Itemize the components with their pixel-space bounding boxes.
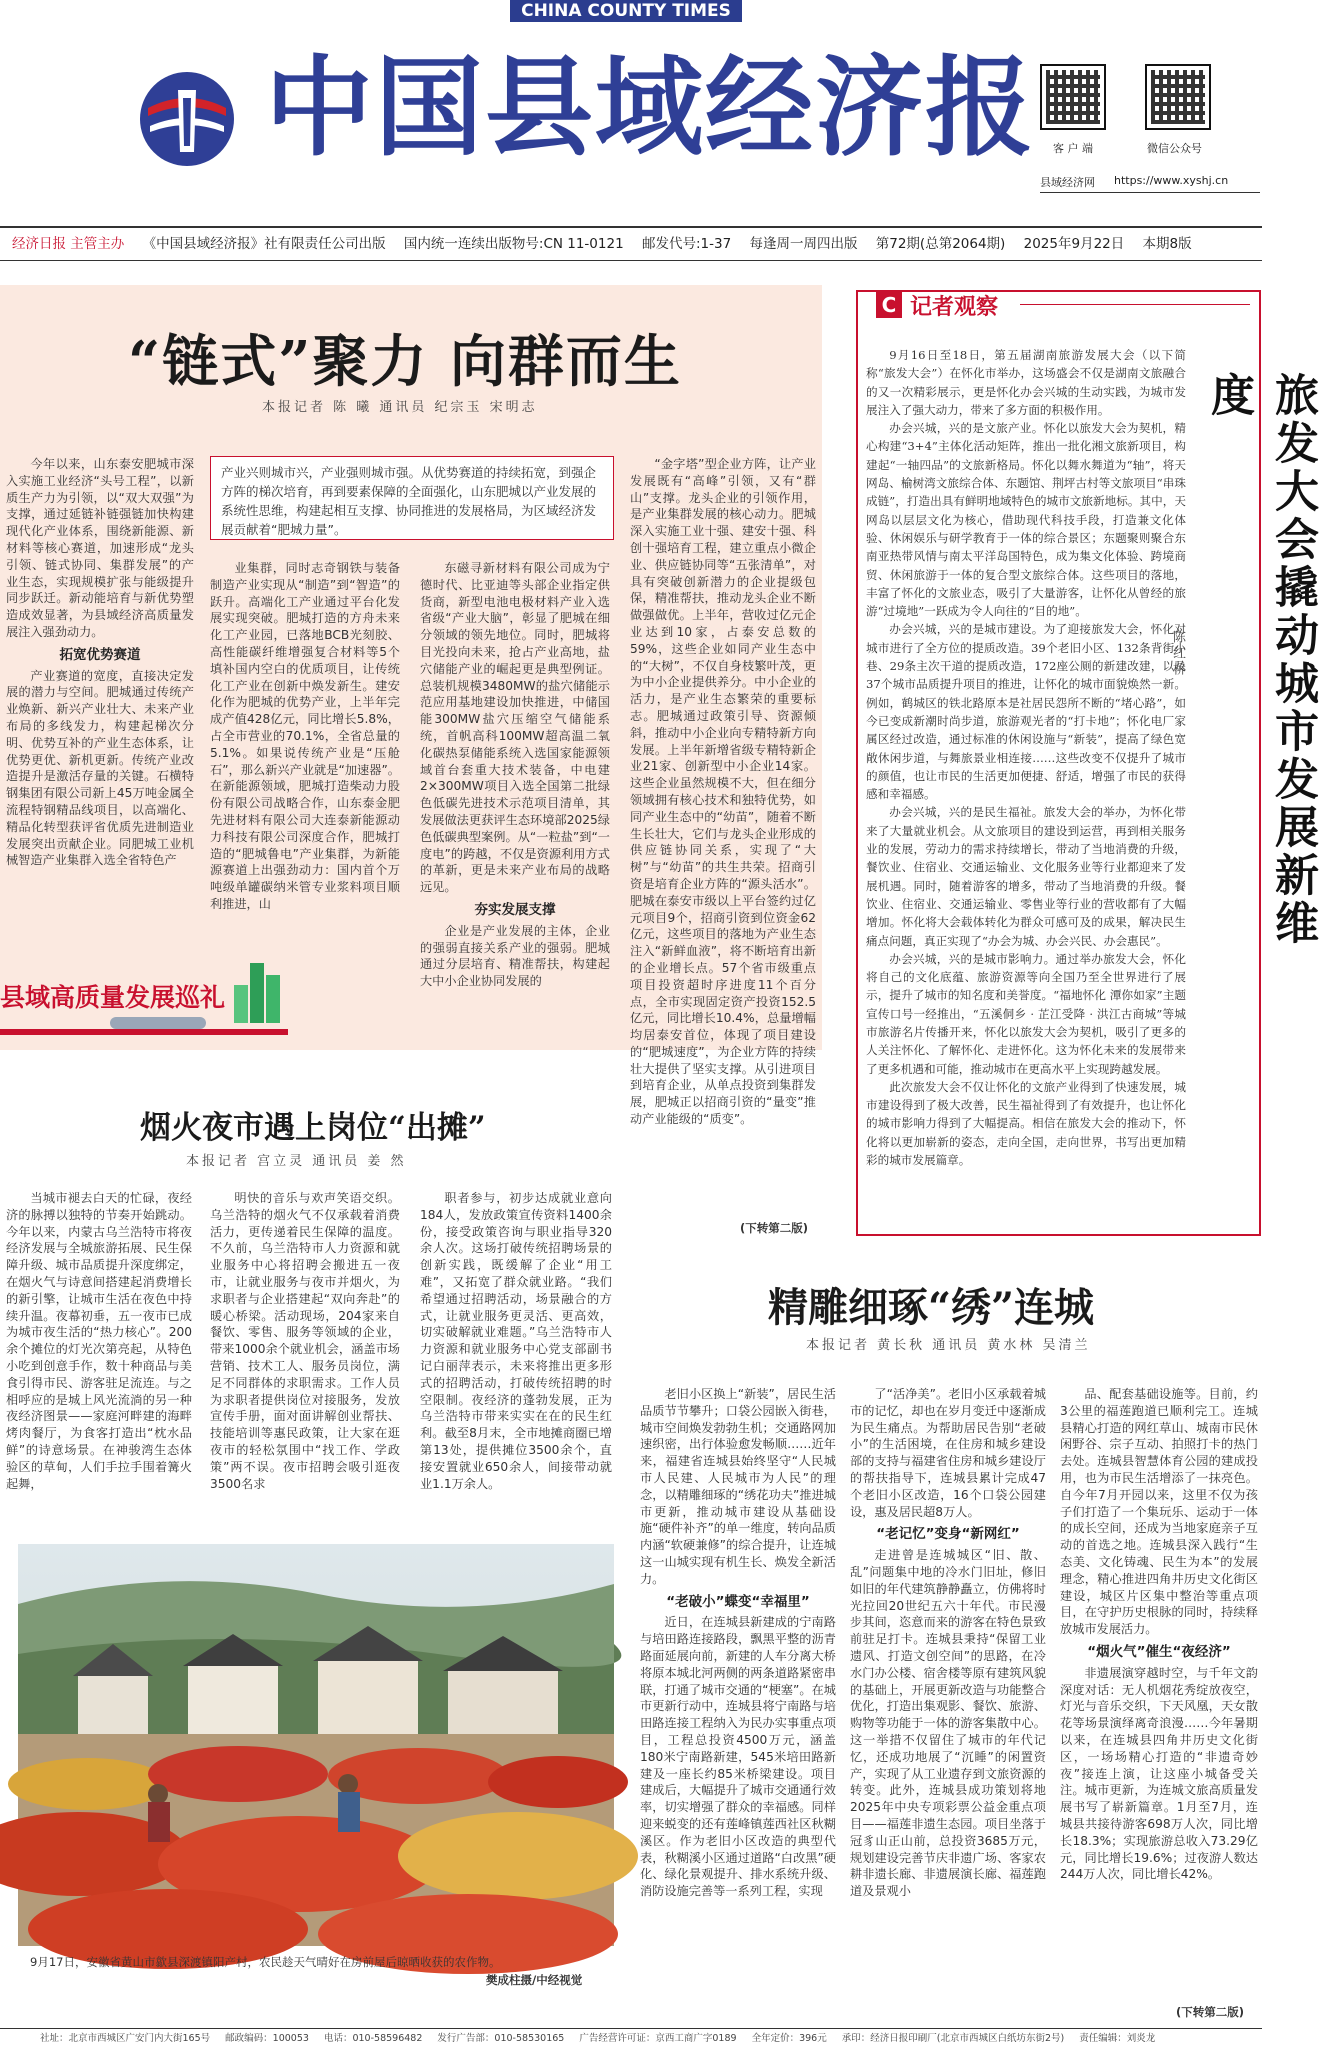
footer-distribution: 发行广告部：010-58530165 <box>437 2033 565 2044</box>
liancheng-column-3 <box>1060 1386 1258 1998</box>
night-market-title[interactable]: 烟火夜市遇上岗位“出摊” <box>140 1110 486 1146</box>
liancheng-column-3-subheading: “烟火气”催生“夜经济” <box>1087 1643 1231 1660</box>
photo-credit: 樊成柱摄/中经视觉 <box>486 1973 583 1987</box>
liancheng-column-2-text-bottom: 走进曾是连城城区“旧、散、乱”问题集中地的冷水门旧址，修旧如旧的年代建筑静静矗立，仿佛将时光拉回20世纪五六十年代。市民漫步其间，恣意而来的游客在特色景致前驻足打卡。连城县秉持“保留工业遗风、打造文创空间”的思路，在冷水门办公楼、宿舍楼等原有建筑风貌的基础上，开展更新改造与功能整合优化，打造出集观影、餐饮、旅游、购物等功能于一体的游客集散中心。这一举措不仅留住了城市的年代记忆，还成功地展了“沉睡”的闲置资产，实现了从工业遗存到文旅资源的转变。此外，连城县成功策划将地2025年中央专项彩票公益金重点项目——福莲非遗生态园。项目坐落于冠豸山正山前，总投资3685万元，规划建设完善节庆非遗广场、客家农耕非遗长廊、非遗展演长廊、福莲跑道及景观小 <box>850 1548 1046 1899</box>
client-qr-icon <box>1040 64 1106 130</box>
publisher-footer <box>0 2028 1262 2049</box>
cn-number: 国内统一连续出版物号:CN 11-0121 <box>403 236 624 252</box>
observation-paragraph: 办会兴城，兴的是文旅产业。怀化以旅发大会为契机，精心构建“3+4”主体化活动矩阵，推出一批化湘文旅新项目，构建起“一轴四品”的文旅新格局。怀化以舞水舞道为“轴”，将天网岛、榆树湾文旅综合体、东题馆、荆坪古村等文旅项目“串珠成链”，打造出具有鲜明地域特色的城市文旅新地标。其中，天网岛以层层文化为核心，借助现代科技手段，打造兼文化体验、休闲娱乐与研学教育于一体的综合景区；东题聚则聚合东南亚热带风情与南太平洋岛国特色，成为集文化体验、跨境商贸、休闲旅游于一体的复合型文旅综合体。这些项目的落地，丰富了怀化的文旅业态，吸引了大量游客，让怀化从曾经的旅游“过境地”一跃成为令人向往的“目的地”。 <box>866 421 1186 619</box>
night-market-column-2 <box>210 1190 400 1532</box>
qr-wechat-label: 微信公众号 <box>1147 142 1202 155</box>
column-1-subheading: 拓宽优势赛道 <box>59 646 141 663</box>
liancheng-jump[interactable]: (下转第二版) <box>1176 2005 1245 2019</box>
newspaper-logo <box>138 70 236 168</box>
footer-ad-license: 广告经营许可证：京西工商广字0189 <box>579 2033 737 2044</box>
observation-paragraph: 办会兴城，兴的是民生福祉。旅发大会的举办，为怀化带来了大量就业机会。从文旅项目的建设到运营，再到相关服务业的发展，劳动力的需求持续增长，带动了当地消费的升级，餐饮业、住宿业、交通运输业、文化服务业等行业都迎来了发展机遇。同时，随着游客的增多，带动了当地消费的升级。餐饮业、住宿业、交通运输业、零售业等行业的营收都有了大幅增加。怀化将大会载体转化为群众可感可及的成果，解决民生痛点问题，真正实现了“办会为城、办会兴民、办会惠民”。 <box>866 805 1186 948</box>
observation-title[interactable]: 旅发大会撬动城市发展新维度 <box>1203 372 1318 948</box>
column-3-text-bottom: 企业是产业发展的主体，企业的强弱直接关系产业的强弱。肥城通过分层培育、精准帮扶，构建起大中小企业协同发展的 <box>420 923 610 989</box>
lead-story-column-4 <box>630 456 816 1230</box>
lead-story-jump[interactable]: (下转第二版) <box>740 1221 809 1235</box>
liancheng-column-1-text-bottom: 近日，在连城县新建成的宁南路与培田路连接路段，飘黑平整的沥青路面延展向前，新建的人车分离大桥将原本城北河两侧的两条道路紧密串联，打通了城市交通的“梗塞”。在城市更新行动中，连城县将宁南路与培田路连接工程纳入为民办实事重点项目，工程总投资4500万元，涵盖180米宁南路新建，545米培田路新建及一座长约85米桥梁建设。项目建成后，大幅提升了城市交通通行效率，切实增强了群众的幸福感。同样迎来蜕变的还有莲峰镇莲西社区秋糊溪区。作为老旧小区改造的典型代表，秋糊溪小区通过道路“白改黑”硬化、绿化景观提升、排水系统升级、消防设施完善等一系列工程，实现 <box>640 1615 836 1899</box>
liancheng-column-3-text-bottom: 非遗展演穿越时空，与千年文韵深度对话：无人机烟花秀绽放夜空，灯光与音乐交织，下天风凰，天女散花等场景演绎离奇浪漫……今年暑期以来，在连城县四角井历史文化街区，一场场精心打造的“非遗奇妙夜”接连上演，让这座小城备受关注。城市更新，为连城文旅高质量发展书写了崭新篇章。1月至7月，连城县共接待游客698万人次，同比增长18.3%；实现旅游总收入73.29亿元，同比增长19.6%；过夜游人数达244万人次，同比增长42%。 <box>1060 1665 1258 1882</box>
sponsor: 经济日报 主管主办 <box>12 236 125 252</box>
site-url[interactable]: https://www.xyshj.cn <box>1114 174 1229 187</box>
lead-story-summary: 产业兴则城市兴，产业强则城市强。从优势赛道的持续拓宽，到强企方阵的梯次培育，再到要素保障的全面强化，山东肥城以产业发展的系统性思维，构建起相互支撑、协同推进的发展格局，为区域经济发展贡献着“肥城力量”。 <box>210 456 614 540</box>
site-divider <box>1040 192 1260 193</box>
liancheng-column-1-subheading: “老破小”蝶变“幸福里” <box>666 1593 810 1610</box>
publisher: 《中国县域经济报》社有限责任公司出版 <box>142 236 386 252</box>
observation-body <box>866 346 1186 1220</box>
column-3-subheading: 夯实发展支撑 <box>474 901 556 918</box>
liancheng-column-1 <box>640 1386 836 2020</box>
postcode: 邮发代号:1-37 <box>641 236 732 252</box>
issue-info-bar <box>0 226 1262 261</box>
observation-heading-rule <box>1020 304 1250 305</box>
lead-story-title[interactable]: “链式”聚力 向群而生 <box>128 329 682 395</box>
observation-c-icon: C <box>876 292 902 318</box>
night-market-byline: 本报记者 宫立灵 通讯员 姜 然 <box>186 1154 407 1169</box>
lead-story-column-3 <box>420 560 610 1044</box>
liancheng-byline: 本报记者 黄长秋 通讯员 黄水林 吴清兰 <box>806 1338 1091 1353</box>
crop-drying-photo[interactable] <box>18 1544 614 1946</box>
footer-printer: 承印：经济日报印刷厂(北京市西城区白纸坊东街2号) <box>841 2033 1065 2044</box>
wechat-qr-icon <box>1145 64 1211 130</box>
page-count: 本期8版 <box>1142 236 1192 252</box>
observation-paragraph: 办会兴城，兴的是城市影响力。通过举办旅发大会，怀化将自己的文化底蕴、旅游资源等向全国乃至全世界进行了展示，提升了城市的知名度和美誉度。“福地怀化 潭你如家”主题宣传口号一经推出，“五溪侗乡 · 芷江受降 · 洪江古商城”等城市旅游名片传播开来，怀化以旅发大会为契机，吸引了更多的人关注怀化、了解怀化、走进怀化。这为怀化未来的发展带来了更多机遇和可能，推动城市在更高水平上实现跨越发展。 <box>866 951 1186 1076</box>
observation-paragraph: 此次旅发大会不仅让怀化的文旅产业得到了快速发展，城市建设得到了极大改善，民生福祉得到了有效提升，也让怀化的城市影响力得到了大幅提高。相信在旅发大会的推动下，怀化将以更加崭新的姿态，走向全国，走向世界，书写出更加精彩的城市发展篇章。 <box>866 1079 1186 1168</box>
column-2-text: 业集群，同时志奇钢铁与装备制造产业实现从“制造”到“智造”的跃升。高端化工产业通过平台化发展实现突破。肥城打造的方舟未来化工产业园，已落地BCB光刻胶、高性能碳纤维增强复合材料等5个填补国内空白的优质项目，让传统化工产业在创新中焕发新生。建安化作为肥城的优势产业，上半年完成产值428亿元，同比增长5.8%，占全市营业的70.1%，全省总量的5.1%。如果说传统产业是“压舱石”，那么新兴产业就是“加速器”。在新能源领域，肥城打造柴动力股份有限公司战略合作，山东泰金肥先进材料有限公司大连泰新能源动力科技有限公司深度合作，肥城打造的“肥城鲁电”产业集群，为新能源赛道上出强劲动力：国内首个万吨级单罐碳纳米管专业浆料项目顺利推进，山 <box>210 561 400 911</box>
issue-date: 2025年9月22日 <box>1023 236 1125 252</box>
column-3-text-top: 东磁寻新材料有限公司成为宁德时代、比亚迪等头部企业指定供货商，新型电池电极材料产业入选省级“产业大脑”，彰显了肥城在细分领域的领先地位。同时，肥城将目光投向未来，抢占产业高地，盐穴储能产业的崛起更是典型例证。总装机规模3480MW的盐穴储能示范应用基地建设加快推进，中储国能300MW盐穴压缩空气储能系统，首帆高科100MW超高温二氧化碳热泵储能系统入选国家能源领域首台套重大技术装备，中电建2×300MW项目入选全国第二批绿色低碳先进技术示范项目清单，其发展做法更获评生态环境部2025绿色低碳典型案例。从“一粒盐”到“一度电”的跨越，不仅是资源利用方式的革新，更是未来产业布局的战略远见。 <box>420 561 610 895</box>
liancheng-column-2 <box>850 1386 1046 2020</box>
night-market-column-1-text: 当城市褪去白天的忙碌，夜经济的脉搏以独特的节奏开始跳动。今年以来，内蒙古乌兰浩特市将夜经济发展与全城旅游拓展、民生保障升级、城市品质提升深度绑定，在烟火气与诗意间搭建起消费增长的新引擎，让城市生活在夜色中持续升温。夜幕初垂，五一夜市已成为城市夜生活的“热力核心”。200余个摊位的灯光次第亮起，从特色小吃到创意手作，数十种商品与美食引得市民、游客驻足流连。与之相呼应的是城上风光流淌的另一种夜经济图景——家庭河畔建的海畔烤肉餐厅，为食客打造出“枕水品鲜”的诗意场景。在神骏湾生态体验区的草甸，人们手拉手围着篝火起舞， <box>6 1191 192 1491</box>
english-title: CHINA COUNTY TIMES <box>510 0 742 22</box>
liancheng-column-2-text: 了“活净美”。老旧小区承载着城市的记忆，却也在岁月变迁中逐渐成为民生痛点。为帮助居民告别“老破小”的生活困境，在住房和城乡建设部的支持与福建省住房和城乡建设厅的帮扶指导下，连城县累计完成47个老旧小区改造，16个口袋公园建设，惠及居民超8万人。 <box>850 1387 1046 1519</box>
footer-price: 全年定价：396元 <box>751 2033 827 2044</box>
issue-number: 第72期(总第2064期) <box>875 236 1006 252</box>
lead-story-column-1 <box>6 456 194 952</box>
qr-client-label: 客 户 端 <box>1053 142 1093 155</box>
photo-caption: 9月17日，安徽省黄山市歙县深渡镇阳产村，农民趁天气晴好在房前屋后晾晒收获的农作物。 <box>30 1955 501 1969</box>
column-1-text-top: 今年以来，山东泰安肥城市深入实施工业经济“头号工程”，以新质生产力为引领，以“双大双强”为支撑，通过延链补链强链加快构建现代化产业体系，围绕新能源、新材料等核心赛道，加速形成“龙头引领、链式协同、集群发展”的产业生态，实现规模扩张与能级提升同步跃迁。新动能培育与新优势塑造成效显著，为县域经济高质量发展注入强劲动力。 <box>6 457 194 639</box>
liancheng-column-3-text: 品、配套基础设施等。目前，约3公里的福莲跑道已顺利完工。连城县精心打造的网红草山、城南市民休闲野谷、宗子互动、拍照打卡的热门去处。连城县智慧体育公园的建成投用，也为市民生活增添了一抹亮色。自今年7月开园以来，这里不仅为孩子们打造了一个集玩乐、运动于一体的成长空间，还成为当地家庭亲子互动的首选之地。连城县深入践行“生态美、文化铸魂、民生为本”的发展理念，精心推进四角井历史文化街区建设，城区片区集中整治等重点项目，在守护历史根脉的同时，持续释放城市发展活力。 <box>1060 1387 1258 1637</box>
night-market-column-3-text: 职者参与，初步达成就业意向184人，发放政策宣传资料1400余份，接受政策咨询与职业指导320余人次。这场打破传统招聘场景的创新实践，既缓解了企业“用工难”，又拓宽了群众就业路。“我们希望通过招聘活动，场景融合的方式，让就业服务更灵活、更高效，切实破解就业难题。”乌兰浩特市人力资源和就业服务中心党支部副书记白丽萍表示，未来将推出更多形式的招聘活动，打破传统招聘的时空限制。夜经济的蓬勃发展，正为乌兰浩特市带来实实在在的民生红利。截至8月末，全市地摊商圈已增第13处，提供摊位3500余个，直接安置就业650余人，间接带动就业1.1万余人。 <box>420 1191 612 1491</box>
liancheng-column-1-text: 老旧小区换上“新装”，居民生活品质节节攀升；口袋公园嵌入街巷，城市空间焕发勃勃生机；交通路网加速织密，出行体验愈发畅顺……近年来，福建省连城县始终坚守“人民城市人民建、人民城市为人民”的理念，以精雕细琢的“绣花功夫”推进城市更新，推动城市建设从基础设施“硬件补齐”的单一维度，转向品质内涵“软硬兼修”的综合提升，让连城这一山城实现有机生长、焕发全新活力。 <box>640 1387 836 1586</box>
night-market-column-1 <box>6 1190 192 1532</box>
column-1-text-bottom: 产业赛道的宽度，直接决定发展的潜力与空间。肥城通过传统产业焕新、新兴产业壮大、未来产业布局的多线发力，构建起梯次分明、优势互补的产业生态体系，让优势更优、新机更新。传统产业改造提升是激活存量的关键。石横特钢集团有限公司新上45万吨金属全流程特钢精品线项目，以高端化、精品化转型获评省优质先进制造业发展突出贡献企业。同肥城工业机械智造产业集群入选全省特色产 <box>6 668 194 868</box>
schedule: 每逢周一周四出版 <box>749 236 858 252</box>
series-banner-title: 县域高质量发展巡礼 <box>0 983 226 1012</box>
liancheng-title[interactable]: 精雕细琢“绣”连城 <box>768 1284 1095 1331</box>
observation-paragraph: 9月16日至18日，第五届湖南旅游发展大会（以下简称“旅发大会”）在怀化市举办，这场盛会不仅是湖南文旅融合的又一次精彩展示，更是怀化办会兴城的生动实践，为城市发展注入了强大动力，带来了多方面的积极作用。 <box>866 348 1186 417</box>
footer-postcode: 邮政编码：100053 <box>225 2033 309 2044</box>
site-name: 县域经济网 <box>1040 176 1095 189</box>
column-4-text: “金字塔”型企业方阵，让产业发展既有“高峰”引领，又有“群山”支撑。龙头企业的引领作用，是产业集群发展的核心动力。肥城深入实施工业十强、建安十强、科创十强培育工程，建立重点小微企业、供应链协同等“五张清单”，对具有突破创新潜力的企业提级包保，精准帮扶，推动龙头企业不断做强做优。上半年，营收过亿元企业达到10家，占泰安总数的59%，这些企业如同产业生态中的“大树”，不仅自身枝繁叶茂，更为中小企业提供养分。中小企业的活力，是产业生态繁荣的重要标志。肥城通过政策引导、资源倾斜，推动中小企业向专精特新方向发展。上半年新增省级专精特新企业21家、创新型中小企业14家。这些企业虽然规模不大，但在细分领域拥有核心技术和独特优势，如同产业生态中的“幼苗”，随着不断生长壮大，它们与龙头企业形成的供应链协同关系，实现了“大树”与“幼苗”的共生共荣。招商引资是培育企业方阵的“源头活水”。肥城在泰安市级以上平台签约过亿元项目9个，招商引资到位资金62亿元，这些项目的落地为产业生态注入“新鲜血液”，将不断培育出新的企业增长点。57个省市级重点项目投资超时序进度11个百分点，全市实现固定资产投资152.5亿元，同比增长10.4%，总量增幅均居泰安首位，体现了项目建设的“肥城速度”，为企业方阵的持续壮大提供了坚实支撑。从引进项目到培育企业，从单点投资到集群发展，肥城正以招商引资的“量变”推动产业能级的“质变”。 <box>630 457 816 1127</box>
night-market-column-2-text: 明快的音乐与欢声笑语交织。乌兰浩特的烟火气不仅承载着消费活力，更传递着民生保障的温度。不久前，乌兰浩特市人力资源和就业服务中心将招聘会搬进五一夜市，让就业服务与夜市并烟火，为求职者与企业搭建起“双向奔赴”的暖心桥梁。活动现场，204家来自餐饮、零售、服务等领域的企业，带来1000余个就业机会，涵盖市场营销、技术工人、服务员岗位，满足不同群体的求职需求。工作人员为求职者提供岗位对接服务，发放宣传手册，面对面讲解创业帮扶、技能培训等惠民政策，让大家在逛夜市的轻松氛围中“找工作、学政策”两不误。夜市招聘会吸引逛夜3500名求 <box>210 1191 400 1491</box>
observation-author: 陈红桥 <box>1170 630 1185 678</box>
footer-address: 社址：北京市西城区广安门内大街165号 <box>40 2033 211 2044</box>
observation-paragraph: 办会兴城，兴的是城市建设。为了迎接旅发大会，怀化对城市进行了全方位的提质改造。39个老旧小区、132条背街小巷、29条主次干道的提质改造，172座公厕的新建改建，以及37个城市品质提升项目的推进，让怀化的城市面貌焕然一新。例如，鹤城区的铁北路原本是社居民怨所不断的“堵心路”，如今已变成新潮时尚步道，旅游观光者的“打卡地”；怀化电厂家属区经过改造，通过标准的休闲设施与“新装”，提高了绿色宽敞休闲步道，与舞旅景业相连接……这些改变不仅提升了城市的颜值，也让市民的生活更加便捷、舒适，增强了市民的获得感和幸福感。 <box>866 622 1186 802</box>
night-market-column-3 <box>420 1190 612 1532</box>
observation-heading: 记者观察 <box>910 295 999 320</box>
liancheng-column-2-subheading: “老记忆”变身“新网红” <box>876 1526 1020 1543</box>
footer-phone: 电话：010-58596482 <box>323 2033 423 2044</box>
footer-editor: 责任编辑：刘炎龙 <box>1079 2033 1156 2044</box>
lead-story-byline: 本报记者 陈 曦 通讯员 纪宗玉 宋明志 <box>262 400 538 415</box>
masthead-title: 中国县域经济报 <box>265 45 1036 171</box>
